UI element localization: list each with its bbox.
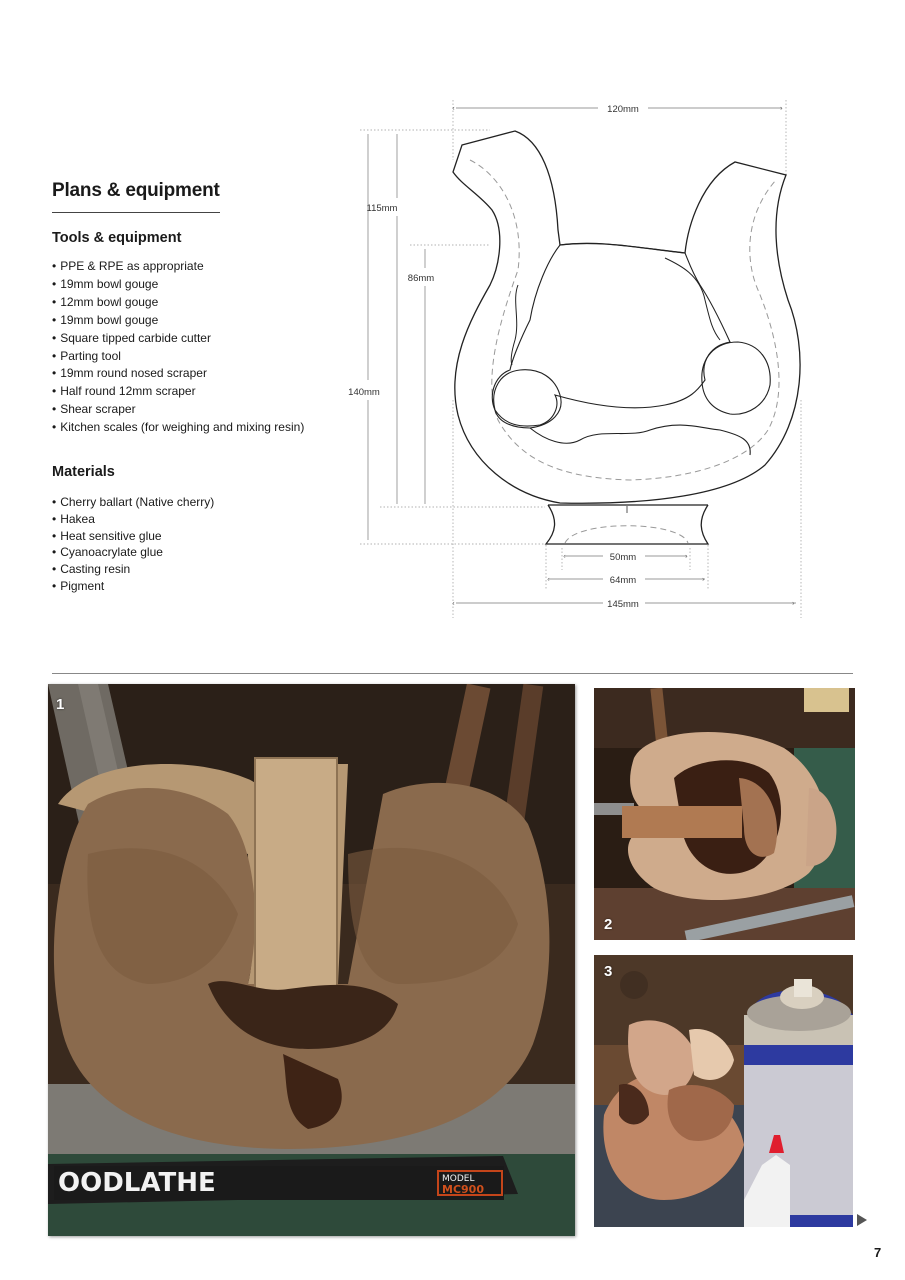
- dim-foot-inner: 50mm: [609, 552, 637, 563]
- list-item: • Hakea: [52, 511, 214, 528]
- tools-heading: Tools & equipment: [52, 230, 182, 246]
- svg-text:›: ›: [792, 599, 795, 608]
- dim-115: 115mm: [366, 203, 398, 214]
- svg-text:‹: ‹: [452, 104, 455, 113]
- tools-list: [52, 258, 304, 437]
- page-number: 7: [874, 1245, 882, 1260]
- list-item: • Half round 12mm scraper: [52, 383, 304, 401]
- list-item: • Shear scraper: [52, 401, 304, 419]
- list-item: • Heat sensitive glue: [52, 528, 214, 545]
- svg-text:‹: ‹: [452, 599, 455, 608]
- dim-total-height: 140mm: [348, 387, 380, 398]
- lathe-model-label: MODEL: [442, 1174, 475, 1184]
- svg-text:›: ›: [685, 552, 688, 561]
- list-item: • 19mm bowl gouge: [52, 276, 304, 294]
- lathe-brand: OODLATHE: [58, 1168, 216, 1198]
- photo-number: 1: [56, 696, 65, 713]
- title-underline: [52, 212, 220, 213]
- photo-number: 2: [604, 916, 613, 933]
- materials-heading: Materials: [52, 464, 115, 480]
- svg-text:‹: ‹: [563, 552, 566, 561]
- vessel-plan-drawing: [340, 95, 820, 625]
- list-item: • Kitchen scales (for weighing and mixing resin): [52, 419, 304, 437]
- lathe-model: MC900: [442, 1183, 484, 1196]
- photo-3: [594, 955, 853, 1227]
- list-item: • Parting tool: [52, 348, 304, 366]
- next-page-icon: [857, 1214, 867, 1226]
- list-item: • Pigment: [52, 578, 214, 595]
- list-item: • 19mm round nosed scraper: [52, 365, 304, 383]
- list-item: • Cyanoacrylate glue: [52, 544, 214, 561]
- photo-number: 3: [604, 963, 613, 980]
- list-item: • PPE & RPE as appropriate: [52, 258, 304, 276]
- photo-2: [594, 688, 855, 940]
- photo-1: [48, 684, 575, 1236]
- section-divider: [52, 673, 853, 674]
- svg-text:›: ›: [780, 104, 783, 113]
- svg-text:‹: ‹: [547, 575, 550, 584]
- list-item: • 19mm bowl gouge: [52, 312, 304, 330]
- dim-86: 86mm: [407, 273, 435, 284]
- dim-overall-width: 145mm: [607, 599, 639, 610]
- list-item: • 12mm bowl gouge: [52, 294, 304, 312]
- svg-text:›: ›: [702, 575, 705, 584]
- list-item: • Square tipped carbide cutter: [52, 330, 304, 348]
- list-item: • Cherry ballart (Native cherry): [52, 494, 214, 511]
- materials-list: [52, 494, 214, 595]
- dim-top-width: 120mm: [607, 104, 639, 115]
- dim-foot-outer: 64mm: [609, 575, 637, 586]
- section-title: Plans & equipment: [52, 180, 220, 201]
- list-item: • Casting resin: [52, 561, 214, 578]
